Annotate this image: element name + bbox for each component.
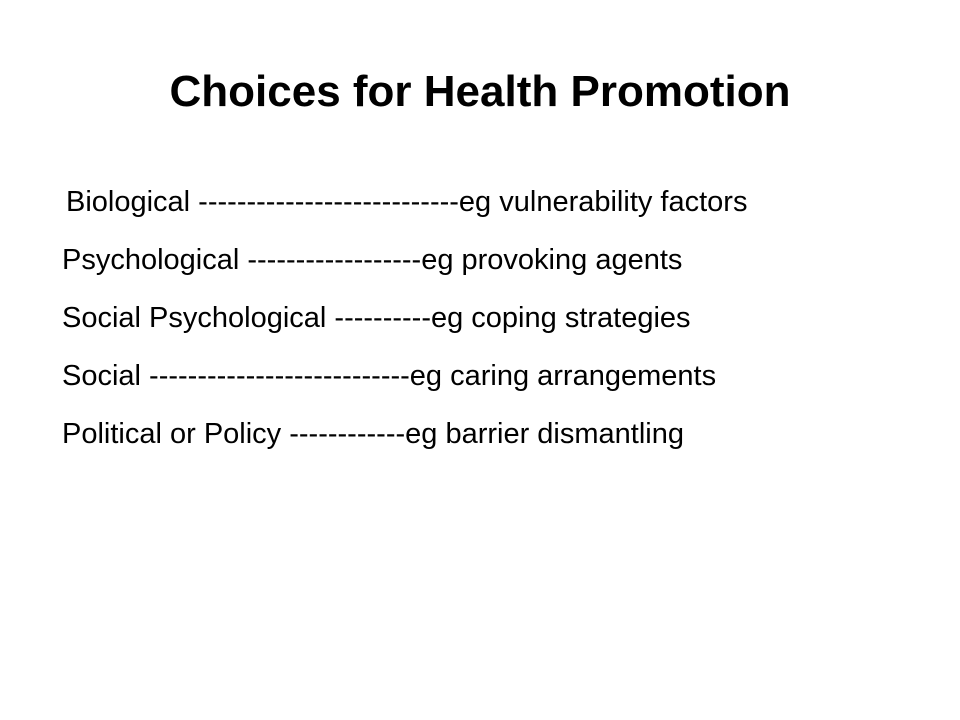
slide-title: Choices for Health Promotion <box>169 67 791 116</box>
bullet-list <box>62 178 912 468</box>
list-item-psychological: Psychological ------------------eg provoking agents <box>62 244 683 276</box>
list-item-social-psychological: Social Psychological ----------eg coping strategies <box>62 302 691 334</box>
list-item-social: Social ---------------------------eg caring arrangements <box>62 360 717 392</box>
list-item-biological: Biological ---------------------------eg vulnerability factors <box>66 186 748 218</box>
list-item-political-or-policy: Political or Policy ------------eg barrier dismantling <box>62 418 684 450</box>
